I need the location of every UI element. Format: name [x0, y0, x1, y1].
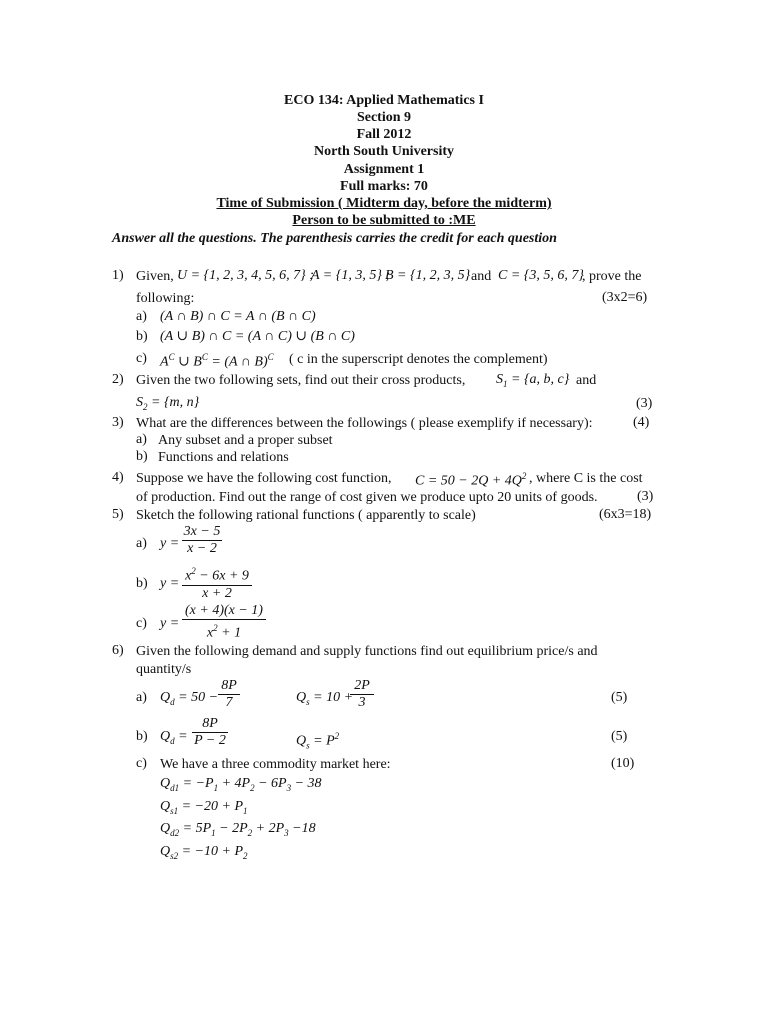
- q6a-demand-lhs: $Q_d = 50$ −: [160, 690, 219, 707]
- q3b-label: b): [136, 449, 148, 464]
- q2-number: 2): [112, 372, 124, 387]
- q5-number: 5): [112, 507, 124, 522]
- instructions: Answer all the questions. The parenthesis carries the credit for each question: [112, 231, 557, 246]
- q1a-label: a): [136, 309, 147, 324]
- q4-text-2: , where C is the cost: [529, 471, 643, 486]
- q6b-label: b): [136, 729, 148, 744]
- q1c-expr: $A^C$ ∪ $B^C = (A$ ∩ B)$^C$: [160, 352, 274, 370]
- q2-text: Given the two following sets, find out their cross products,: [136, 373, 466, 388]
- q4-marks: (3): [637, 489, 654, 504]
- q6c-eq-supply-1: $Q_{s1} = -20 + P_1$: [160, 799, 248, 816]
- q4-text-3: of production. Find out the range of cost given we produce upto 20 units of goods.: [136, 490, 598, 505]
- q6b-marks: (5): [611, 729, 628, 744]
- submission-time-line: Time of Submission ( Midterm day, before the midterm): [216, 196, 552, 211]
- q6-text-1: Given the following demand and supply functions find out equilibrium price/s and: [136, 644, 598, 659]
- submit-to-line: Person to be submitted to :ME: [292, 213, 476, 228]
- q1b-expr: (A ∪ B) ∩ C = (A ∩ C) ∪ (B ∩ C): [160, 329, 355, 344]
- q4-number: 4): [112, 470, 124, 485]
- q5a-fraction: 3x − 5 x − 2: [183, 524, 221, 556]
- q6-number: 6): [112, 643, 124, 658]
- q5-marks: (6x3=18): [599, 507, 652, 522]
- q1-set-a: A = {1, 3, 5} ;: [311, 268, 391, 283]
- q5-text: Sketch the following rational functions ( apparently to scale): [136, 508, 476, 523]
- q6a-supply-fraction: 2P 3: [350, 678, 374, 711]
- q6-text-2: quantity/s: [136, 662, 192, 677]
- q6b-demand-fraction: 8P P − 2: [192, 716, 228, 749]
- q6c-eq-demand-1: $Q_{d1} = -P_1 + 4P_2 - 6P_3 - 38$: [160, 776, 322, 793]
- q1a-expr: (A ∩ B) ∩ C = A ∩ (B ∩ C): [160, 309, 316, 324]
- q2-marks: (3): [636, 396, 653, 411]
- q6c-label: c): [136, 756, 147, 771]
- q1c-note: ( c in the superscript denotes the complement): [289, 352, 548, 367]
- q1-prove: , prove the: [582, 269, 642, 284]
- q4-text-1: Suppose we have the following cost function,: [136, 471, 392, 486]
- q3a-text: Any subset and a proper subset: [158, 433, 333, 448]
- q5c-fraction: (x + 4)(x − 1) $x^2 + 1$: [182, 603, 266, 642]
- full-marks-line: Full marks: 70: [340, 179, 428, 194]
- q1-given: Given,: [136, 269, 174, 284]
- assignment-line: Assignment 1: [343, 162, 425, 177]
- q5b-lhs: y =: [160, 576, 180, 591]
- q2-set-s2: $S_2 = \{m$, n}: [136, 395, 200, 412]
- q6a-demand-fraction: 8P 7: [218, 678, 240, 711]
- q3b-text: Functions and relations: [158, 450, 289, 465]
- q1-following: following:: [136, 291, 195, 306]
- q2-and: and: [576, 373, 597, 388]
- q3a-label: a): [136, 432, 147, 447]
- university-line: North South University: [313, 144, 454, 159]
- q6a-supply-lhs: $Q_s = 10$ +: [296, 690, 354, 707]
- q5a-label: a): [136, 536, 147, 551]
- term-line: Fall 2012: [356, 127, 412, 142]
- q1-marks: (3x2=6): [602, 290, 648, 305]
- q5c-lhs: y =: [160, 616, 180, 631]
- course-title: ECO 134: Applied Mathematics I: [284, 93, 484, 108]
- q6a-marks: (5): [611, 690, 628, 705]
- q6a-label: a): [136, 690, 147, 705]
- q3-marks: (4): [633, 415, 650, 430]
- q6b-supply: $Q_s = P^2$: [296, 731, 340, 751]
- q1-set-b: B = {1, 2, 3, 5}: [385, 268, 471, 283]
- q6c-eq-supply-2: $Q_{s2} = -10 + P_2$: [160, 844, 248, 861]
- q2-set-s1: $S_1 = \{a$, b, c}: [496, 372, 570, 389]
- q5a-lhs: y =: [160, 536, 180, 551]
- q4-cost-function: $C = 50 - 2Q + 4Q^2$: [415, 471, 527, 489]
- q1-set-u: U = {1, 2, 3, 4, 5, 6, 7} ;: [177, 268, 314, 283]
- q6c-eq-demand-2: $Q_{d2} = 5P_1 - 2P_2 + 2P_3 -18$: [160, 821, 316, 838]
- q6b-demand-lhs: $Q_d$ =: [160, 729, 188, 746]
- q3-text: What are the differences between the followings ( please exemplify if necessary):: [136, 416, 593, 431]
- q1-number: 1): [112, 268, 124, 283]
- q5b-label: b): [136, 576, 148, 591]
- q5b-fraction: $x^2 - 6x + 9$ x + 2: [182, 563, 252, 602]
- q6c-text: We have a three commodity market here:: [160, 757, 391, 772]
- q5c-label: c): [136, 616, 147, 631]
- q6c-marks: (10): [611, 756, 635, 771]
- section-line: Section 9: [356, 110, 412, 125]
- q1c-label: c): [136, 351, 147, 366]
- q1-and: and: [471, 269, 492, 284]
- q1b-label: b): [136, 329, 148, 344]
- q1-set-c: C = {3, 5, 6, 7}: [498, 268, 584, 283]
- q3-number: 3): [112, 415, 124, 430]
